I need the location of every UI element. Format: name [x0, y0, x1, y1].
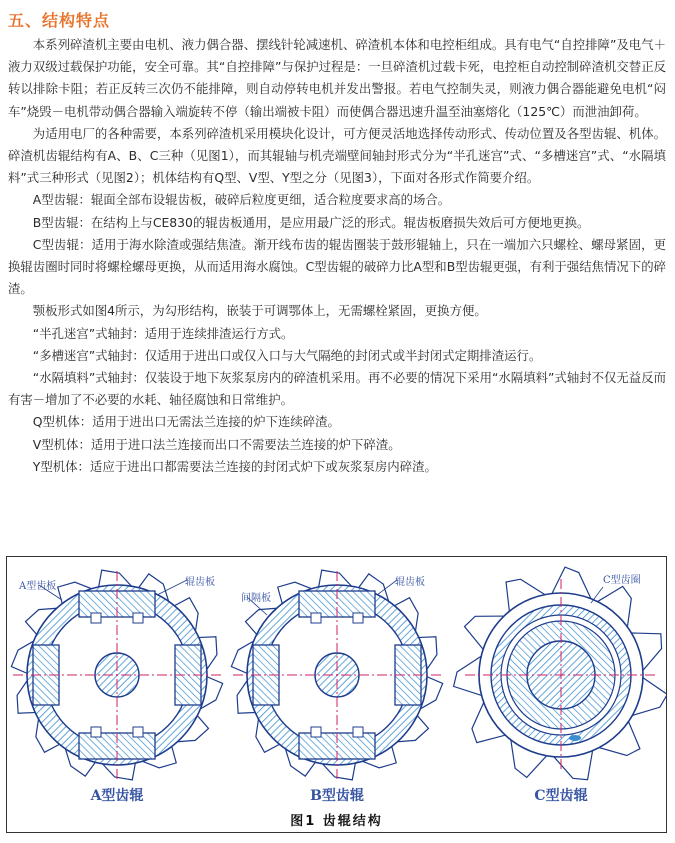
paragraph-b-roller: B型齿辊：在结构上与CE830的辊齿板通用，是应用最广泛的形式。辊齿板磨损失效后可方便地更换。: [32, 214, 590, 230]
roller-structure-figure: [6, 556, 667, 833]
paragraph-intro: 本系列碎渣机主要由电机、液力偶合器、摆线针轮减速机、碎渣机本体和电控柜组成。具有电气“自控排障”及电气＋液力双级过载保护功能，安全可靠。其“自控排障”与保护过程是：一旦碎渣机过载卡死，电控柜自动控制碎渣机交替正反转以排除卡阻；若正反转三次仍不能排障，则自动停转电机并发出警报。若电气控制失灵，则液力偶合器能避免电机“闷车”烧毁－电机带动偶合器输入端旋转不停（输出端被卡阻）而使偶合器迅速升温至油塞熔化（125℃）而泄油卸荷。: [8, 37, 666, 119]
section-heading: 五、结构特点: [8, 11, 111, 30]
figure-caption: 图1 齿辊结构: [290, 814, 383, 829]
a-roller-drawing: [11, 570, 222, 780]
c-roller-caption: C型齿辊: [534, 788, 588, 804]
c-roller-drawing: [454, 567, 666, 780]
callout-a-roller-tooth-plate: 辊齿板: [185, 577, 215, 588]
paragraph-multi-groove-seal: “多槽迷宫”式轴封：仅适用于进出口或仅入口与大气隔绝的封闭式或半封闭式定期排渣运行。: [32, 347, 542, 363]
callout-b-spacer: 间隔板: [241, 593, 271, 604]
paragraph-jaw-plate: 颚板形式如图4所示，为勾形结构，嵌装于可调鄂体上，无需螺栓紧固，更换方便。: [32, 303, 487, 319]
paragraph-c-roller: C型齿辊：适用于海水除渣或强结焦渣。渐开线布齿的辊齿圈装于鼓形辊轴上，只在一端加六只螺栓、螺母紧固，更换辊齿圈时同时将螺栓螺母更换，从而适用海水腐蚀。C型齿辊的破碎力比A型和B型齿辊更强，有利于强结焦情况下的碎渣。: [8, 236, 666, 297]
paragraph-a-roller: A型齿辊：辊面全部布设辊齿板，破碎后粒度更细，适合粒度要求高的场合。: [32, 192, 451, 208]
body-text: [8, 34, 666, 478]
paragraph-water-packing-seal: “水隔填料”式轴封：仅装设于地下灰浆泵房内的碎渣机采用。再不必要的情况下采用“水隔填料”式轴封不仅无益反而有害－增加了不必要的水耗、轴径腐蚀和日常维护。: [8, 370, 666, 408]
a-roller-caption: A型齿辊: [90, 788, 144, 804]
callout-b-roller-tooth-plate: 辊齿板: [395, 577, 425, 588]
paragraph-y-body: Y型机体：适应于进出口都需要法兰连接的封闭式炉下或灰浆泵房内碎渣。: [32, 458, 437, 474]
paragraph-v-body: V型机体：适用于进口法兰连接而出口不需要法兰连接的炉下碎渣。: [32, 436, 401, 452]
b-roller-caption: B型齿辊: [310, 788, 364, 804]
paragraph-modular: 为适用电厂的各种需要，本系列碎渣机采用模块化设计，可方便灵活地选择传动形式、传动位置及各型齿辊、机体。碎渣机齿辊结构有A、B、C三种（见图1），而其辊轴与机壳端壁间轴封形式分为“半孔迷宫”式、“多槽迷宫”式、“水隔填料”式三种形式（见图2）；机体结构有Q型、V型、Y型之分（见图3），下面对各形式作简要介绍。: [8, 125, 666, 186]
paragraph-half-hole-seal: “半孔迷宫”式轴封：适用于连续排渣运行方式。: [32, 325, 294, 341]
callout-c-tooth-ring: C型齿圈: [603, 575, 641, 586]
paragraph-q-body: Q型机体：适用于进出口无需法兰连接的炉下连续碎渣。: [32, 414, 340, 430]
callout-a-tooth-plate: A型齿板: [19, 581, 57, 592]
